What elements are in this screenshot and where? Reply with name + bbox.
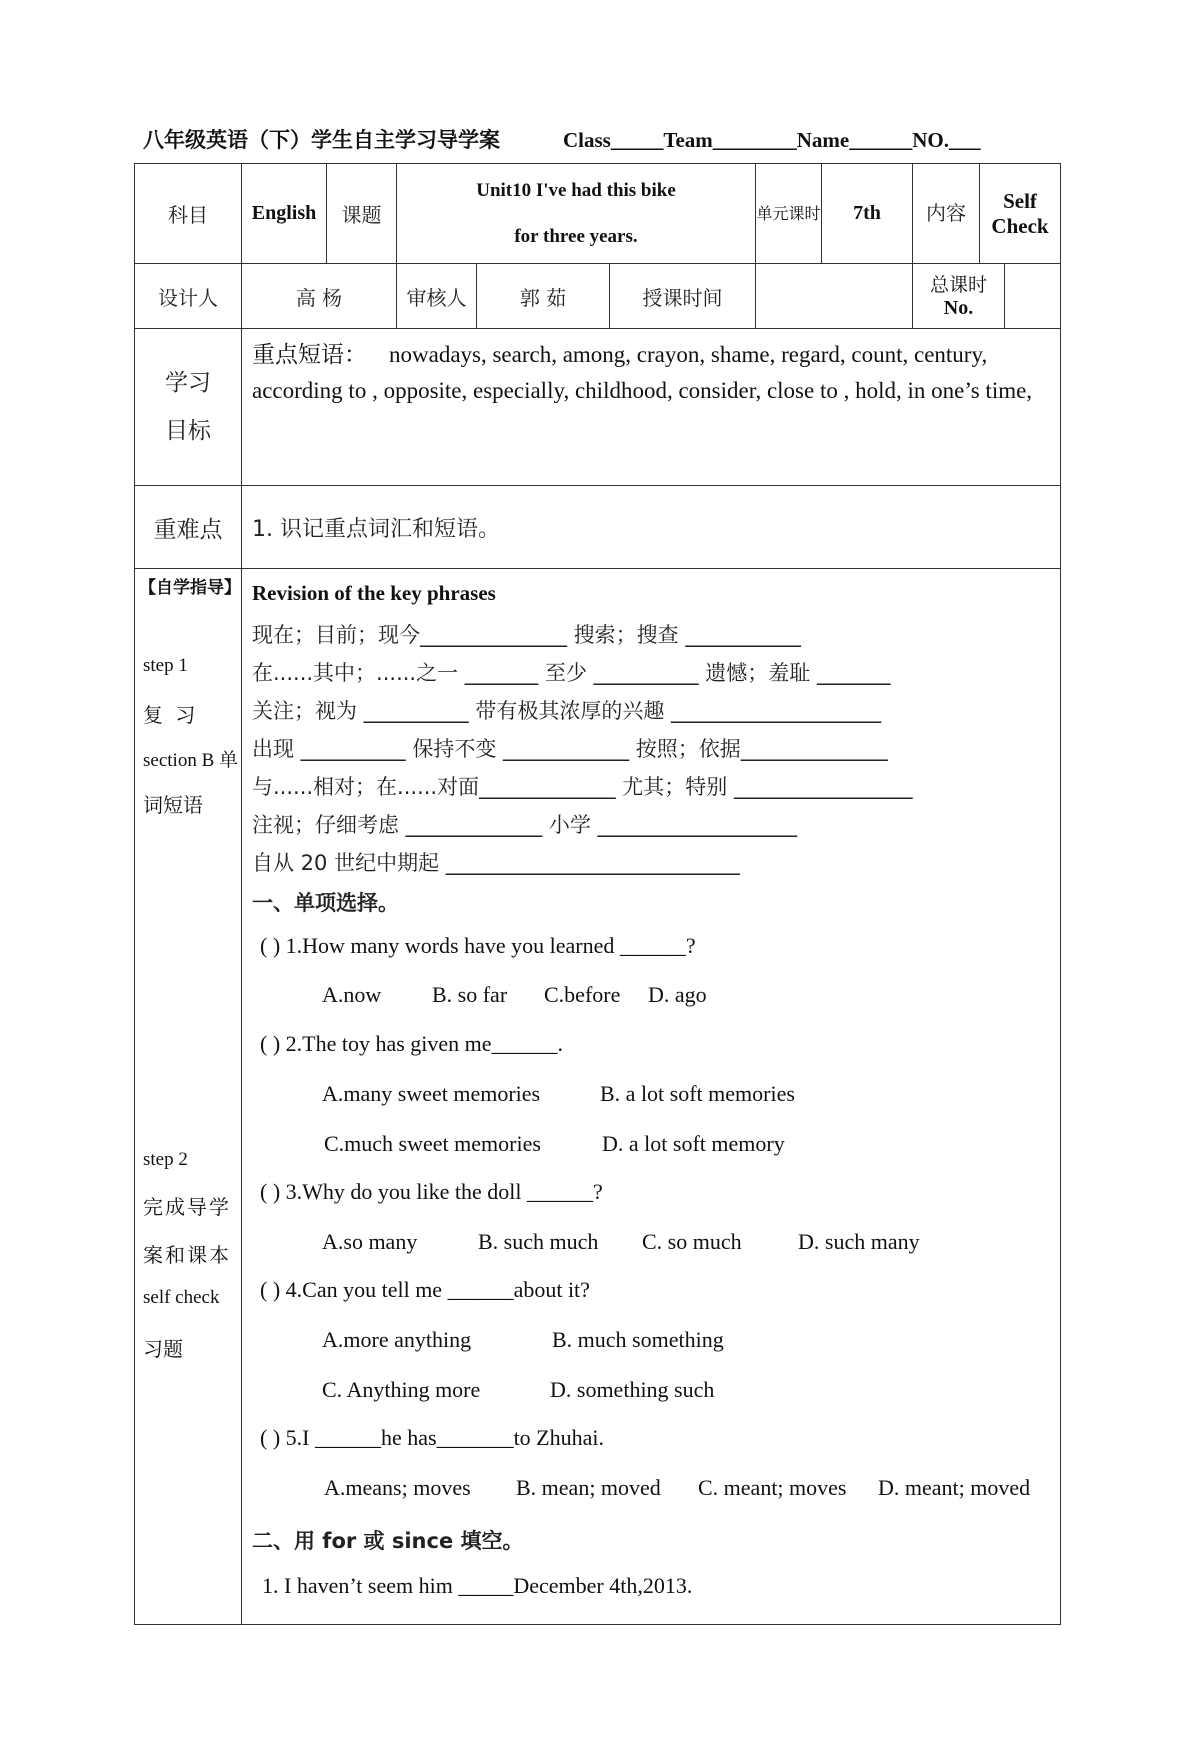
revision-line-7[interactable]: 自从 20 世纪中期起 ____________________________ [252, 851, 740, 875]
q4-option-a[interactable]: A.more anything [322, 1327, 472, 1352]
revision-line-2[interactable]: 在......其中；......之一 _______ 至少 __________ 遗憾；羞耻 _______ [252, 661, 891, 685]
reviewer-label: 审核人 [397, 264, 477, 329]
step2-self-check: self check [143, 1287, 220, 1308]
q4-option-c[interactable]: C. Anything more [322, 1377, 481, 1402]
designer-value: 高 杨 [242, 264, 397, 329]
goals-label: 学习 目标 [135, 329, 242, 486]
class-field[interactable]: Class_____ [563, 128, 664, 152]
q3-option-a[interactable]: A.so many [322, 1229, 418, 1254]
step1-review: 复 习 [143, 703, 199, 727]
team-field[interactable]: Team________ [663, 128, 797, 152]
revision-line-6[interactable]: 注视；仔细考虑 _____________ 小学 ___________________ [252, 813, 798, 837]
content-cell [913, 164, 1061, 264]
key-points-text: 1. 识记重点词汇和短语。 [242, 486, 1061, 569]
goals-row [135, 329, 1061, 486]
step2-line3: 习题 [143, 1337, 183, 1361]
q5-option-b[interactable]: B. mean; moved [516, 1475, 661, 1500]
goals-content [242, 329, 1061, 486]
topic-line-1: Unit10 I've had this bike [476, 179, 676, 201]
question-2[interactable]: ( ) 2.The toy has given me______. [260, 1031, 564, 1056]
fill-question-1[interactable]: 1. I haven’t seem him _____December 4th,2013. [262, 1573, 693, 1598]
info-row-2 [135, 264, 1061, 329]
q2-option-a[interactable]: A.many sweet memories [322, 1081, 541, 1106]
lesson-time-value[interactable] [756, 264, 913, 329]
revision-line-5[interactable]: 与......相对；在......对面_____________ 尤其；特别 _________________ [252, 775, 913, 799]
topic-label: 课题 [327, 164, 397, 264]
step1-label: step 1 [143, 655, 188, 676]
step2-line2: 案和课本 [143, 1243, 231, 1267]
q4-option-d[interactable]: D. something such [550, 1377, 715, 1402]
q5-option-d[interactable]: D. meant; moved [878, 1475, 1031, 1500]
revision-line-1[interactable]: 现在；目前；现今______________ 搜索；搜查 ___________ [252, 623, 801, 647]
q1-option-d[interactable]: D. ago [648, 982, 707, 1007]
step1-section: section B 单 [143, 750, 238, 771]
exercise-row [135, 569, 1061, 1625]
question-5[interactable]: ( ) 5.I ______he has_______to Zhuhai. [260, 1425, 604, 1450]
q3-option-b[interactable]: B. such much [478, 1229, 599, 1254]
revision-line-3[interactable]: 关注；视为 __________ 带有极其浓厚的兴趣 ____________________ [252, 699, 882, 723]
q4-option-b[interactable]: B. much something [552, 1327, 724, 1352]
q3-option-d[interactable]: D. such many [798, 1229, 920, 1254]
content-value: Self Check [991, 188, 1049, 238]
total-hours-no: No. [943, 296, 974, 319]
revision-line-4[interactable]: 出现 __________ 保持不变 ____________ 按照；依据______________ [252, 737, 888, 761]
unit-hours-label: 单元课时 [756, 164, 822, 264]
number-field[interactable]: NO.___ [912, 128, 981, 152]
content-label: 内容 [913, 164, 980, 263]
worksheet-table [134, 163, 1061, 1625]
key-points-row [135, 486, 1061, 569]
info-row-1 [135, 164, 1061, 264]
step2-label: step 2 [143, 1149, 188, 1170]
q2-option-d[interactable]: D. a lot soft memory [602, 1131, 785, 1156]
reviewer-value: 郭 茹 [477, 264, 610, 329]
total-hours-label: 总课时 [930, 273, 988, 296]
topic-cell [397, 164, 756, 264]
question-1[interactable]: ( ) 1.How many words have you learned ______? [260, 933, 696, 958]
name-field[interactable]: Name______ [796, 128, 913, 152]
step2-line1: 完成导学 [143, 1195, 231, 1219]
total-hours-value[interactable] [1005, 264, 1060, 328]
q1-option-a[interactable]: A.now [322, 982, 382, 1007]
phrase-list: nowadays, search, among, crayon, shame, regard, count, century, according to , opposite, especially, childhood, consider, close to , hold, in one’s time, [252, 342, 1033, 403]
question-3[interactable]: ( ) 3.Why do you like the doll ______? [260, 1179, 603, 1204]
unit-hours-value: 7th [822, 164, 913, 264]
guide-column [135, 569, 242, 1625]
exercise-column [242, 569, 1061, 1625]
q2-option-b[interactable]: B. a lot soft memories [600, 1081, 795, 1106]
page-header [143, 124, 981, 154]
total-hours-cell [913, 264, 1061, 329]
subject-label: 科目 [135, 164, 242, 264]
q5-option-a[interactable]: A.means; moves [324, 1475, 471, 1500]
revision-title: Revision of the key phrases [252, 581, 496, 605]
step1-words: 词短语 [143, 793, 203, 817]
q1-option-c[interactable]: C.before [544, 982, 621, 1007]
guide-label: 【自学指导】 [139, 578, 241, 598]
lesson-time-label: 授课时间 [610, 264, 756, 329]
topic-line-2: for three years. [514, 225, 638, 247]
phrase-label: 重点短语： [252, 342, 367, 368]
q5-option-c[interactable]: C. meant; moves [698, 1475, 847, 1500]
designer-label: 设计人 [135, 264, 242, 329]
section1-title: 一、单项选择。 [252, 891, 399, 915]
section2-title: 二、用 for 或 since 填空。 [252, 1529, 524, 1553]
subject-value: English [242, 164, 327, 264]
q1-option-b[interactable]: B. so far [432, 982, 508, 1007]
worksheet-title: 八年级英语（下）学生自主学习导学案 [143, 128, 500, 152]
key-points-label: 重难点 [135, 486, 242, 569]
q2-option-c[interactable]: C.much sweet memories [324, 1131, 541, 1156]
question-4[interactable]: ( ) 4.Can you tell me ______about it? [260, 1277, 590, 1302]
q3-option-c[interactable]: C. so much [642, 1229, 742, 1254]
